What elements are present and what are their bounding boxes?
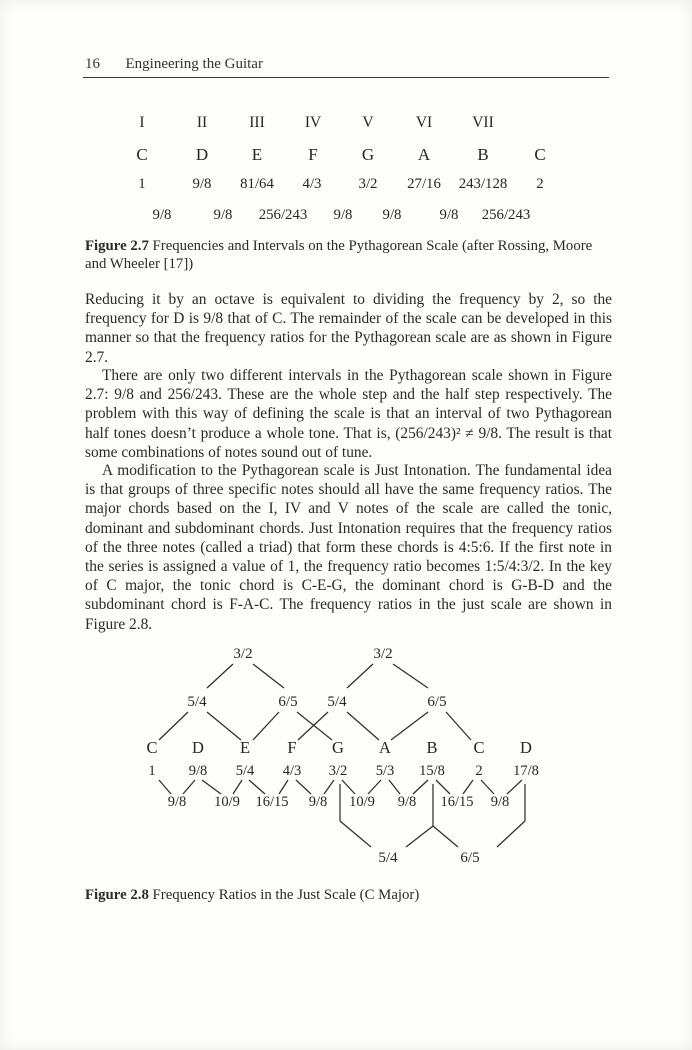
diagram-note-ratio: 5/3 (375, 763, 395, 779)
interval-ratio: 9/8 (439, 207, 459, 223)
diagram-note-name: E (239, 738, 251, 757)
scale-degree: VI (415, 114, 433, 131)
diagram-third-ratio: 5/4 (187, 694, 207, 710)
diagram-step-interval: 9/8 (167, 794, 187, 810)
frequency-ratio: 4/3 (302, 176, 322, 192)
interval-ratio: 256/243 (258, 207, 308, 223)
diagram-step-interval: 9/8 (490, 794, 510, 810)
note-name: G (361, 145, 375, 164)
diagram-note-name: C (473, 738, 485, 757)
diagram-note-ratio: 5/4 (235, 763, 255, 779)
frequency-ratio: 2 (536, 176, 544, 192)
diagram-step-interval: 16/15 (440, 794, 474, 810)
page-number: 16 (85, 56, 100, 72)
diagram-fifth-ratio: 3/2 (233, 646, 253, 662)
note-name: F (308, 145, 318, 164)
diagram-note-ratio: 1 (148, 763, 156, 779)
interval-ratio: 9/8 (382, 207, 402, 223)
diagram-step-interval: 10/9 (349, 794, 375, 810)
figure-2-7-caption-label: Figure 2.7 (85, 238, 149, 254)
diagram-note-ratio: 9/8 (188, 763, 208, 779)
diagram-note-name: D (192, 738, 204, 757)
note-name: C (136, 145, 148, 164)
diagram-dominant-third-ratio: 6/5 (460, 850, 480, 866)
diagram-third-ratio: 6/5 (278, 694, 298, 710)
diagram-note-name: A (379, 738, 391, 757)
diagram-note-ratio: 15/8 (419, 763, 445, 779)
interval-ratio: 9/8 (333, 207, 353, 223)
diagram-note-ratio: 3/2 (328, 763, 348, 779)
header-rule (83, 77, 609, 78)
scale-degree: III (249, 114, 265, 131)
figure-2-7-caption (85, 237, 612, 273)
figure-2-7-caption-text: Frequencies and Intervals on the Pythagorean Scale (after Rossing, Moore and Wheeler [17]) (85, 238, 593, 272)
diagram-note-name: D (520, 738, 532, 757)
running-title: Engineering the Guitar (125, 56, 263, 72)
note-name: D (195, 145, 209, 164)
scale-degree: V (362, 114, 374, 131)
frequency-ratio: 27/16 (407, 176, 441, 192)
diagram-note-ratio: 4/3 (282, 763, 302, 779)
interval-ratio: 256/243 (481, 207, 531, 223)
diagram-step-interval: 16/15 (255, 794, 289, 810)
note-name: E (251, 145, 263, 164)
frequency-ratio: 9/8 (192, 176, 212, 192)
diagram-note-name: G (332, 738, 344, 757)
frequency-ratio: 243/128 (458, 176, 508, 192)
scale-degree: IV (304, 114, 322, 131)
frequency-ratio: 1 (138, 176, 146, 192)
body-paragraph: There are only two different intervals in the Pythagorean scale shown in Figure 2.7: 9/8 and 256/243. These are the whole step and the half step respectively. The problem with this way of defining the scale is that an interval of two Pythagorean half tones doesn’t produce a whole tone. That is, (256/243)² ≠ 9/8. The result is that some combinations of notes sound out of tune. (85, 367, 612, 461)
diagram-dominant-third-ratio: 5/4 (378, 850, 398, 866)
interval-ratio: 9/8 (152, 207, 172, 223)
scale-degree: II (196, 114, 208, 131)
diagram-note-name: B (426, 738, 438, 757)
diagram-note-name: C (146, 738, 158, 757)
diagram-third-ratio: 5/4 (327, 694, 347, 710)
scale-degree: I (139, 114, 145, 131)
diagram-step-interval: 9/8 (308, 794, 328, 810)
figure-2-8-diagram (0, 638, 692, 878)
diagram-fifth-ratio: 3/2 (373, 646, 393, 662)
note-name: A (417, 145, 431, 164)
note-name: C (534, 145, 546, 164)
figure-2-8-caption-label: Figure 2.8 (85, 887, 149, 903)
diagram-note-ratio: 17/8 (513, 763, 539, 779)
note-name: B (477, 145, 489, 164)
diagram-note-ratio: 2 (475, 763, 483, 779)
diagram-third-ratio: 6/5 (427, 694, 447, 710)
diagram-note-name: F (287, 738, 297, 757)
page-header (85, 56, 263, 73)
body-paragraph: Reducing it by an octave is equivalent to dividing the frequency by 2, so the frequency for D is 9/8 that of C. The remainder of the scale can be developed in this manner so that the frequency ratios for the Pythagorean scale are as shown in Figure 2.7. (85, 291, 612, 366)
body-paragraph: A modification to the Pythagorean scale is Just Intonation. The fundamental idea is that groups of three specific notes should all have the same frequency ratios. The major chords based on the I, IV and V notes of the scale are called the tonic, dominant and subdominant chords. Just Intonation requires that the frequency ratios of the three notes (called a triad) that form these chords is 4:5:6. If the first note in the series is assigned a value of 1, the frequency ratio becomes 1:5/4:3/2. In the key of C major, the tonic chord is C-E-G, the dominant chord is G-B-D and the subdominant chord is F-A-C. The frequency ratios in the just scale are shown in Figure 2.8. (85, 462, 612, 633)
scale-degree: VII (472, 114, 494, 131)
figure-2-8-caption-text: Frequency Ratios in the Just Scale (C Major) (148, 887, 420, 903)
diagram-step-interval: 9/8 (397, 794, 417, 810)
figure-2-8-caption (85, 886, 612, 904)
interval-ratio: 9/8 (213, 207, 233, 223)
frequency-ratio: 81/64 (240, 176, 274, 192)
frequency-ratio: 3/2 (358, 176, 378, 192)
diagram-step-interval: 10/9 (214, 794, 240, 810)
